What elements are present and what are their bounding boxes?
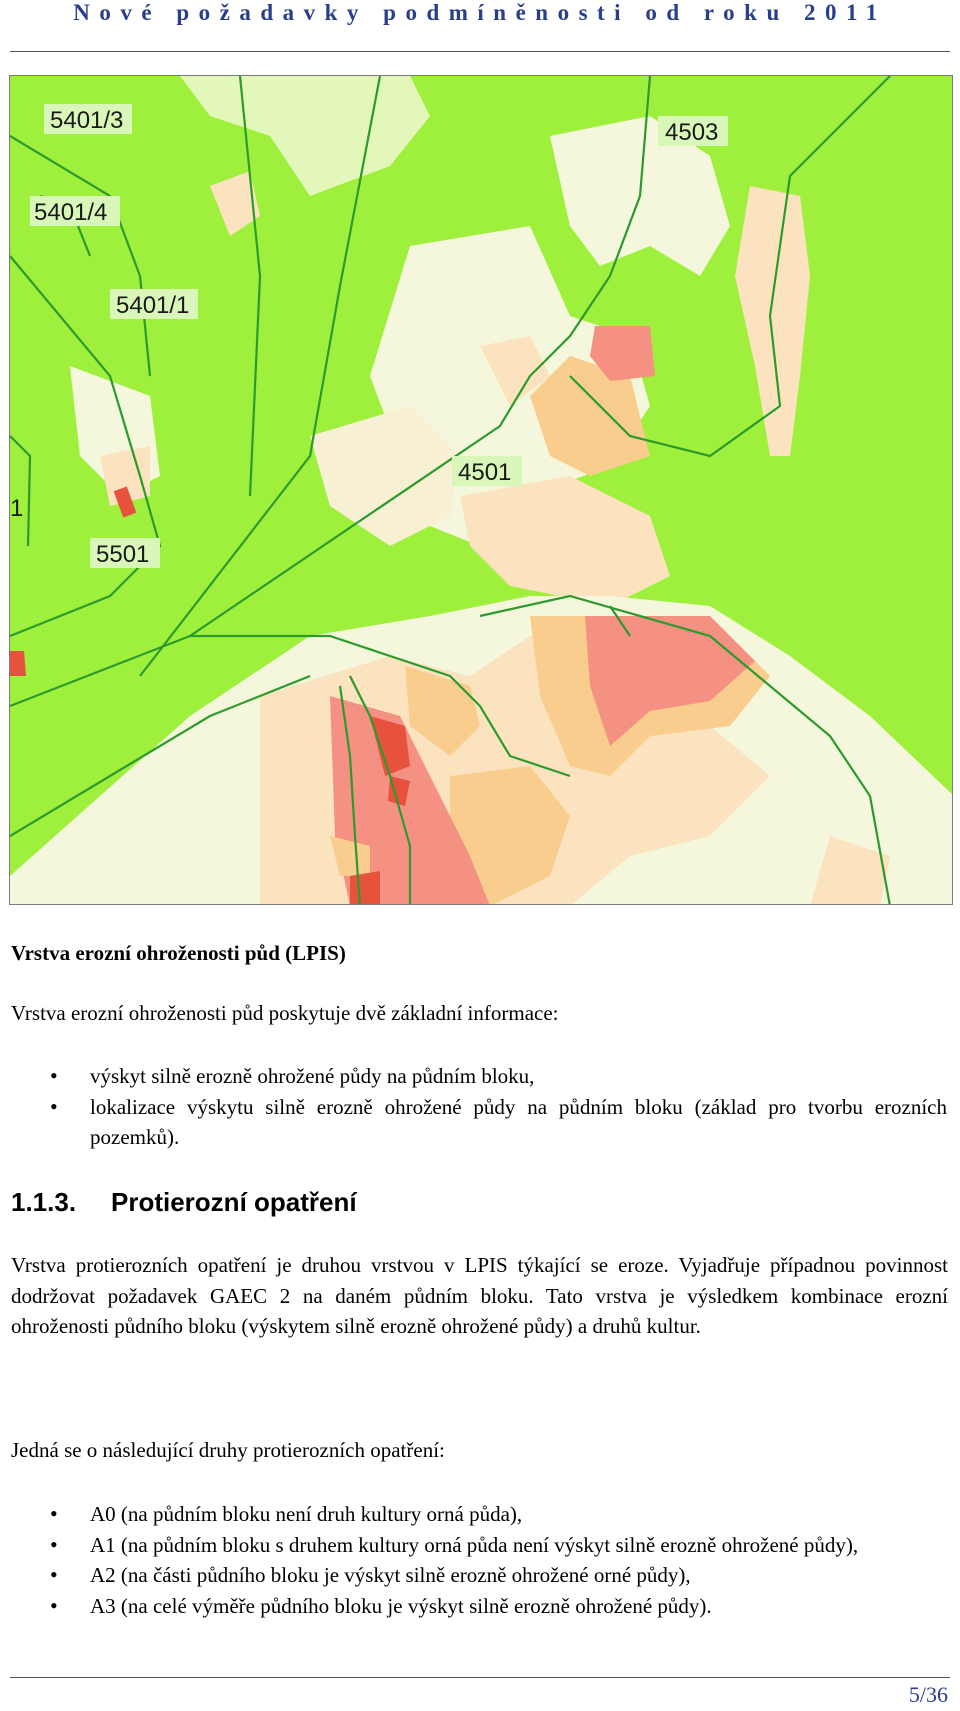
parcel-label-edge: 1 [10, 495, 24, 522]
page-number: 5/36 [908, 1682, 948, 1707]
info-list [0, 1061, 960, 1153]
list-item: • lokalizace výskytu silně erozně ohrožené půdy na půdním bloku (základ pro tvorbu erozních pozemků). [0, 1092, 960, 1153]
section-number: 1.1.3. [11, 1187, 77, 1217]
running-header: Nové požadavky podmíněnosti od roku 2011 [73, 0, 887, 25]
map-caption: Vrstva erozní ohroženosti půd (LPIS) [11, 941, 346, 965]
header-rule [10, 51, 950, 52]
section-heading [11, 1185, 357, 1219]
list-item: • výskyt silně erozně ohrožené půdy na půdním bloku, [0, 1061, 960, 1092]
body-paragraph: Vrstva protierozních opatření je druhou vrstvou v LPIS týkající se eroze. Vyjadřuje případnou povinnost dodržovat požadavek GAEC 2 na daném půdním bloku. Tato vrstva je výsledkem kombinace erozní ohroženosti půdního bloku (výskytem silně erozně ohrožené půdy) a druhů kultur. [11, 1253, 948, 1338]
section-title: Protierozní opatření [111, 1187, 357, 1217]
types-intro-paragraph: Jedná se o následující druhy protierozních opatření: [11, 1438, 445, 1462]
parcel-label-5401-3: 5401/3 [50, 107, 124, 134]
intro-paragraph: Vrstva erozní ohroženosti půd poskytuje dvě základní informace: [11, 1001, 559, 1025]
parcel-label-4503: 4503 [665, 119, 719, 146]
list-item: • A1 (na půdním bloku s druhem kultury orná půda není výskyt silně erozně ohrožené půdy), [0, 1530, 960, 1561]
parcel-label-5401-4: 5401/4 [34, 199, 108, 226]
footer-rule [10, 1677, 950, 1678]
list-item: • A2 (na části půdního bloku je výskyt silně erozně ohrožené orné půdy), [0, 1560, 960, 1591]
list-item: • A0 (na půdním bloku není druh kultury orná půda), [0, 1499, 960, 1530]
parcel-label-4501: 4501 [458, 459, 512, 486]
lpis-erosion-map [9, 75, 953, 905]
parcel-label-5501: 5501 [96, 541, 150, 568]
list-item: • A3 (na celé výměře půdního bloku je výskyt silně erozně ohrožené půdy). [0, 1591, 960, 1622]
measures-list [0, 1499, 960, 1621]
parcel-label-5401-1: 5401/1 [116, 292, 190, 319]
